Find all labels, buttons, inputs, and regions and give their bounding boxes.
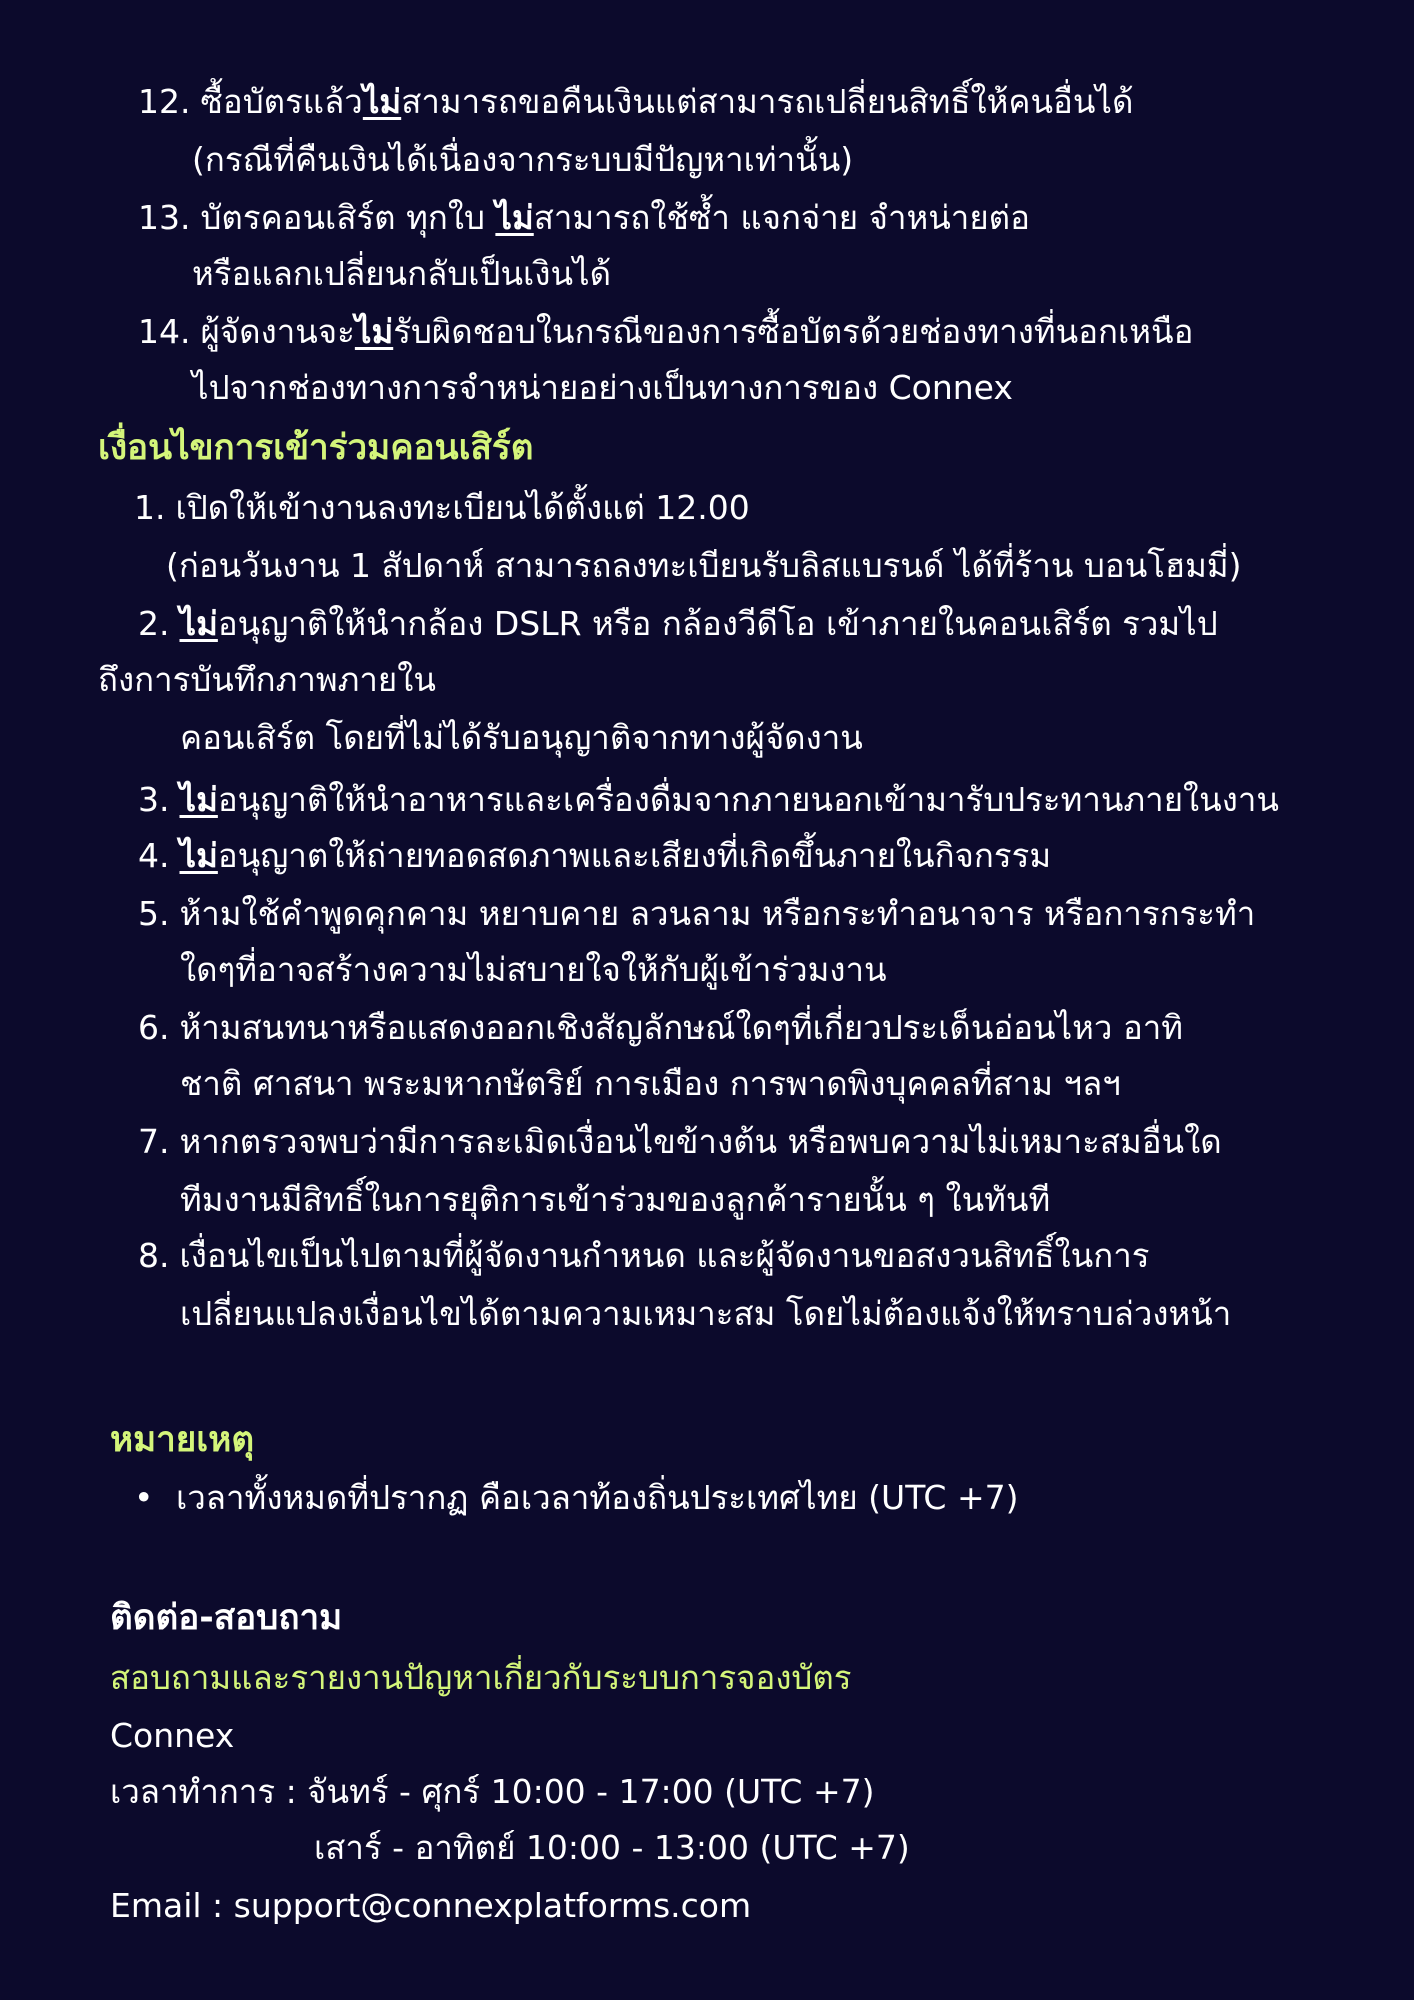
condition-text: ห้ามสนทนาหรือแสดงออกเชิงสัญลักษณ์ใดๆที่เกี่ยวประเด็นอ่อนไหว อาทิ	[179, 1008, 1184, 1047]
rule-number: 14.	[138, 312, 191, 351]
rule-text: รับผิดชอบในกรณีของการซื้อบัตรด้วยช่องทางที่นอกเหนือ	[393, 312, 1194, 351]
negation-emphasis: ไม่	[362, 82, 402, 121]
condition-number: 6.	[138, 1008, 170, 1047]
condition-6-line2: ชาติ ศาสนา พระมหากษัตริย์ การเมือง การพาดพิงบุคคลที่สาม ฯลฯ	[180, 1064, 1121, 1103]
contact-hours-weekday: เวลาทำการ : จันทร์ - ศุกร์ 10:00 - 17:00 (UTC +7)	[110, 1772, 875, 1811]
condition-1-line1	[134, 486, 750, 530]
condition-5-line2: ใดๆที่อาจสร้างความไม่สบายใจให้กับผู้เข้าร่วมงาน	[180, 950, 887, 989]
condition-8-line1	[138, 1234, 1149, 1278]
condition-3-line1	[138, 778, 1279, 822]
rule-text: ผู้จัดงานจะ	[200, 312, 355, 351]
remark-text: เวลาทั้งหมดที่ปรากฏ คือเวลาท้องถิ่นประเทศไทย (UTC +7)	[176, 1478, 1019, 1517]
contact-heading: ติดต่อ-สอบถาม	[110, 1598, 343, 1638]
condition-text: ห้ามใช้คำพูดคุกคาม หยาบคาย ลวนลาม หรือกระทำอนาจาร หรือการกระทำ	[179, 894, 1256, 933]
contact-subtitle: สอบถามและรายงานปัญหาเกี่ยวกับระบบการจองบัตร	[110, 1658, 852, 1697]
condition-5-line1	[138, 892, 1255, 936]
rule-text: สามารถใช้ซ้ำ แจกจ่าย จำหน่ายต่อ	[533, 198, 1030, 237]
condition-2-line1	[138, 602, 1218, 646]
rule-13-line2: หรือแลกเปลี่ยนกลับเป็นเงินได้	[192, 254, 612, 293]
rule-13-line1	[138, 196, 1030, 240]
remark-heading: หมายเหตุ	[110, 1420, 255, 1460]
rule-text: สามารถขอคืนเงินแต่สามารถเปลี่ยนสิทธิ์ให้คนอื่นได้	[401, 82, 1134, 121]
condition-7-line1	[138, 1120, 1222, 1164]
condition-text: หากตรวจพบว่ามีการละเมิดเงื่อนไขข้างต้น หรือพบความไม่เหมาะสมอื่นใด	[179, 1122, 1222, 1161]
contact-hours-weekend: เสาร์ - อาทิตย์ 10:00 - 13:00 (UTC +7)	[314, 1828, 910, 1867]
rule-12-line2: (กรณีที่คืนเงินได้เนื่องจากระบบมีปัญหาเท่านั้น)	[192, 140, 854, 179]
bullet-icon: •	[134, 1478, 154, 1517]
condition-2-line2: ถึงการบันทึกภาพภายใน	[98, 660, 436, 699]
condition-8-line2: เปลี่ยนแปลงเงื่อนไขได้ตามความเหมาะสม โดยไม่ต้องแจ้งให้ทราบล่วงหน้า	[180, 1294, 1232, 1333]
rule-14-line1	[138, 310, 1193, 354]
condition-text: เปิดให้เข้างานลงทะเบียนได้ตั้งแต่ 12.00	[175, 488, 750, 527]
rule-14-line2: ไปจากช่องทางการจำหน่ายอย่างเป็นทางการของ Connex	[192, 368, 1013, 407]
condition-text: เงื่อนไขเป็นไปตามที่ผู้จัดงานกำหนด และผู้จัดงานขอสงวนสิทธิ์ในการ	[179, 1236, 1150, 1275]
condition-number: 1.	[134, 488, 166, 527]
negation-emphasis: ไม่	[179, 780, 218, 819]
conditions-heading: เงื่อนไขการเข้าร่วมคอนเสิร์ต	[98, 428, 534, 468]
condition-number: 8.	[138, 1236, 170, 1275]
condition-6-line1	[138, 1006, 1183, 1050]
rule-text: ซื้อบัตรแล้ว	[200, 82, 363, 121]
negation-emphasis: ไม่	[495, 198, 534, 237]
negation-emphasis: ไม่	[354, 312, 394, 351]
condition-7-line2: ทีมงานมีสิทธิ์ในการยุติการเข้าร่วมของลูกค้ารายนั้น ๆ ในทันที	[180, 1180, 1051, 1219]
contact-email[interactable]: Email : support@connexplatforms.com	[110, 1886, 752, 1925]
negation-emphasis: ไม่	[179, 836, 218, 875]
condition-text: อนุญาติให้นำอาหารและเครื่องดื่มจากภายนอกเข้ามารับประทานภายในงาน	[217, 780, 1279, 819]
rule-12-line1	[138, 80, 1133, 124]
rule-text: บัตรคอนเสิร์ต ทุกใบ	[200, 198, 496, 237]
condition-number: 3.	[138, 780, 170, 819]
condition-4-line1	[138, 834, 1051, 878]
condition-number: 5.	[138, 894, 170, 933]
condition-text: อนุญาตให้ถ่ายทอดสดภาพและเสียงที่เกิดขึ้นภายในกิจกรรม	[217, 836, 1052, 875]
condition-number: 7.	[138, 1122, 170, 1161]
contact-company: Connex	[110, 1716, 235, 1755]
condition-number: 4.	[138, 836, 170, 875]
negation-emphasis: ไม่	[179, 604, 218, 643]
condition-number: 2.	[138, 604, 170, 643]
condition-text: อนุญาติให้นำกล้อง DSLR หรือ กล้องวีดีโอ เข้าภายในคอนเสิร์ต รวมไป	[217, 604, 1218, 643]
condition-2-line3: คอนเสิร์ต โดยที่ไม่ได้รับอนุญาติจากทางผู้จัดงาน	[180, 718, 863, 757]
rule-number: 13.	[138, 198, 191, 237]
rule-number: 12.	[138, 82, 191, 121]
condition-1-line2: (ก่อนวันงาน 1 สัปดาห์ สามารถลงทะเบียนรับลิสแบรนด์ ได้ที่ร้าน บอนโฮมมี่)	[166, 546, 1242, 585]
remark-item	[88, 1476, 1018, 1520]
